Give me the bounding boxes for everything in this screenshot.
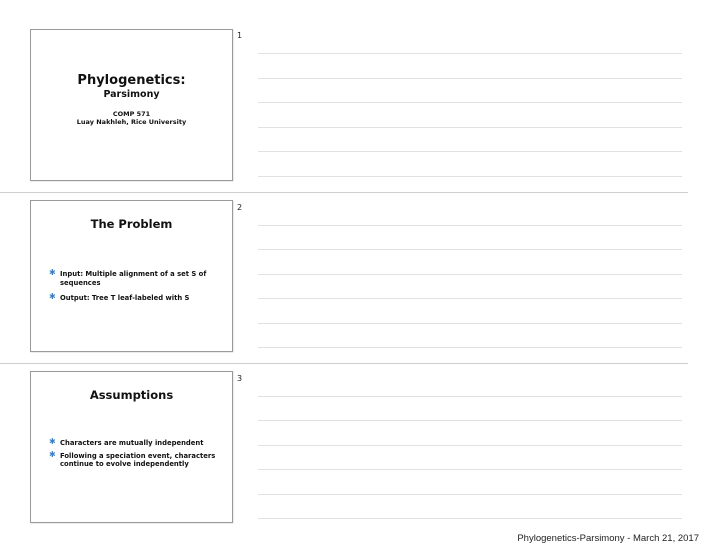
note-line — [258, 176, 682, 177]
slide-3-title: Assumptions — [89, 388, 174, 402]
slide-1-number: 1 — [237, 31, 243, 40]
note-line — [258, 347, 682, 348]
slide-3-thumbnail — [30, 371, 233, 523]
slide-2-number: 2 — [237, 203, 243, 212]
bullet-item — [49, 270, 218, 287]
note-line — [258, 469, 682, 470]
note-line — [258, 102, 682, 103]
star-bullet-icon: ✱ — [49, 449, 56, 459]
bullet-item — [49, 294, 218, 303]
note-line — [258, 420, 682, 421]
bullet-text: Input: Multiple alignment of a set S of sequences — [60, 270, 207, 287]
note-line — [258, 518, 682, 519]
bullet-item — [49, 439, 218, 448]
note-line — [258, 225, 682, 226]
section-divider — [0, 192, 688, 193]
slide-2-bullets — [49, 270, 218, 310]
note-line — [258, 494, 682, 495]
slide-1-title: Phylogenetics: — [77, 73, 186, 88]
slide-1-author: Luay Nakhleh, Rice University — [76, 118, 187, 126]
note-line — [258, 127, 682, 128]
slide-2-thumbnail — [30, 200, 233, 352]
slide-1-subtitle: Parsimony — [103, 89, 160, 100]
bullet-text: Output: Tree T leaf-labeled with S — [60, 294, 190, 302]
star-bullet-icon: ✱ — [49, 437, 56, 446]
note-line — [258, 78, 682, 79]
slide-2-title: The Problem — [90, 217, 173, 231]
star-bullet-icon: ✱ — [49, 268, 56, 277]
bullet-text: Following a speciation event, characters continue to evolve independently — [60, 451, 216, 468]
slide-3-bullets — [49, 439, 218, 476]
star-bullet-icon: ✱ — [49, 292, 56, 301]
note-line — [258, 298, 682, 299]
note-line — [258, 151, 682, 152]
section-divider — [0, 363, 688, 364]
note-line — [258, 445, 682, 446]
slide-1-thumbnail — [30, 29, 233, 181]
slide-1-course: COMP 571 — [112, 110, 151, 118]
slide-3-number: 3 — [237, 374, 243, 383]
note-line — [258, 53, 682, 54]
page-footer: Phylogenetics-Parsimony - March 21, 2017 — [517, 533, 699, 544]
bullet-text: Characters are mutually independent — [60, 439, 204, 447]
note-line — [258, 396, 682, 397]
note-line — [258, 323, 682, 324]
note-line — [258, 274, 682, 275]
bullet-item — [49, 449, 218, 469]
note-line — [258, 249, 682, 250]
